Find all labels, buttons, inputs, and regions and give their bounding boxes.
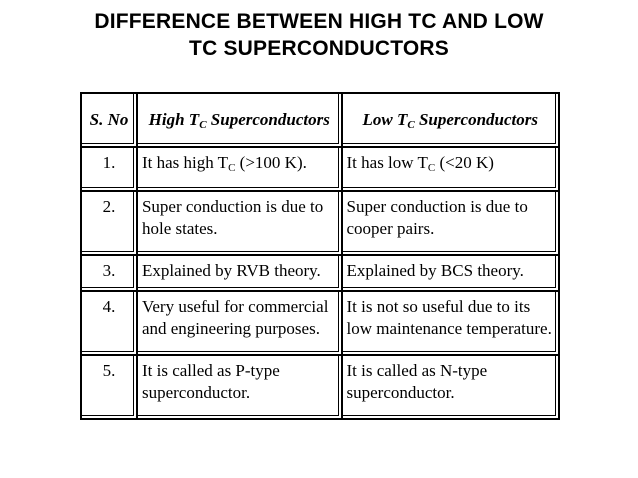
cell-low-prefix: It has low T [346,153,428,172]
header-high-prefix: High T [148,110,200,129]
cell-sno [82,148,138,192]
cell-low-text: Super conduction is due to cooper pairs. [346,197,528,238]
header-low-subscript: C [407,119,415,131]
header-high-suffix: Superconductors [206,110,330,129]
cell-sno-text: 3. [102,261,116,280]
cell-high-tc [138,192,343,256]
table-header-row [82,94,560,148]
cell-low-tc [343,256,560,292]
page-title [0,8,638,62]
cell-high-suffix: (>100 K). [235,153,307,172]
cell-high-text: Explained by RVB theory. [141,261,321,280]
cell-low-text: Explained by BCS theory. [346,261,524,280]
cell-sno-text: 5. [102,361,116,380]
table-row [82,292,560,356]
header-low-prefix: Low T [362,110,408,129]
cell-sno [82,256,138,292]
table-row [82,356,560,420]
table-row [82,192,560,256]
cell-sno [82,192,138,256]
cell-low-text: It is called as N-type superconductor. [346,361,488,402]
cell-low-tc [343,292,560,356]
cell-high-text: Super conduction is due to hole states. [141,197,324,238]
table-header [82,94,560,148]
cell-low-subscript: C [427,162,436,174]
cell-low-tc [343,356,560,420]
table-row [82,148,560,192]
cell-low-suffix: (<20 K) [435,153,494,172]
cell-sno-text: 1. [102,153,116,172]
cell-high-prefix: It has high T [141,153,229,172]
cell-high-tc [138,356,343,420]
cell-high-text: Very useful for commercial and engineering purposes. [141,297,329,338]
header-high-tc [138,94,343,148]
cell-low-tc [343,192,560,256]
cell-sno [82,292,138,356]
cell-low-tc [343,148,560,192]
header-sno [82,94,138,148]
page-title-line-2: TC SUPERCONDUCTORS [189,37,449,60]
page-title-line-1: DIFFERENCE BETWEEN HIGH TC AND LOW [94,10,544,33]
cell-low-text [347,148,554,178]
cell-high-tc [138,148,343,192]
cell-low-text: It is not so useful due to its low maintenance temperature. [346,297,552,338]
cell-high-tc [138,256,343,292]
header-low-tc [343,94,560,148]
cell-high-tc [138,292,343,356]
cell-sno [82,356,138,420]
header-sno-label: S. No [89,110,129,129]
cell-sno-text: 2. [102,197,116,216]
header-high-subscript: C [199,119,207,131]
cell-high-text [142,148,337,178]
comparison-table [80,92,560,420]
table-body [82,148,560,420]
table-row [82,256,560,292]
cell-high-subscript: C [228,162,236,174]
cell-sno-text: 4. [102,297,116,316]
header-low-suffix: Superconductors [414,110,538,129]
cell-high-text: It is called as P-type superconductor. [141,361,280,402]
